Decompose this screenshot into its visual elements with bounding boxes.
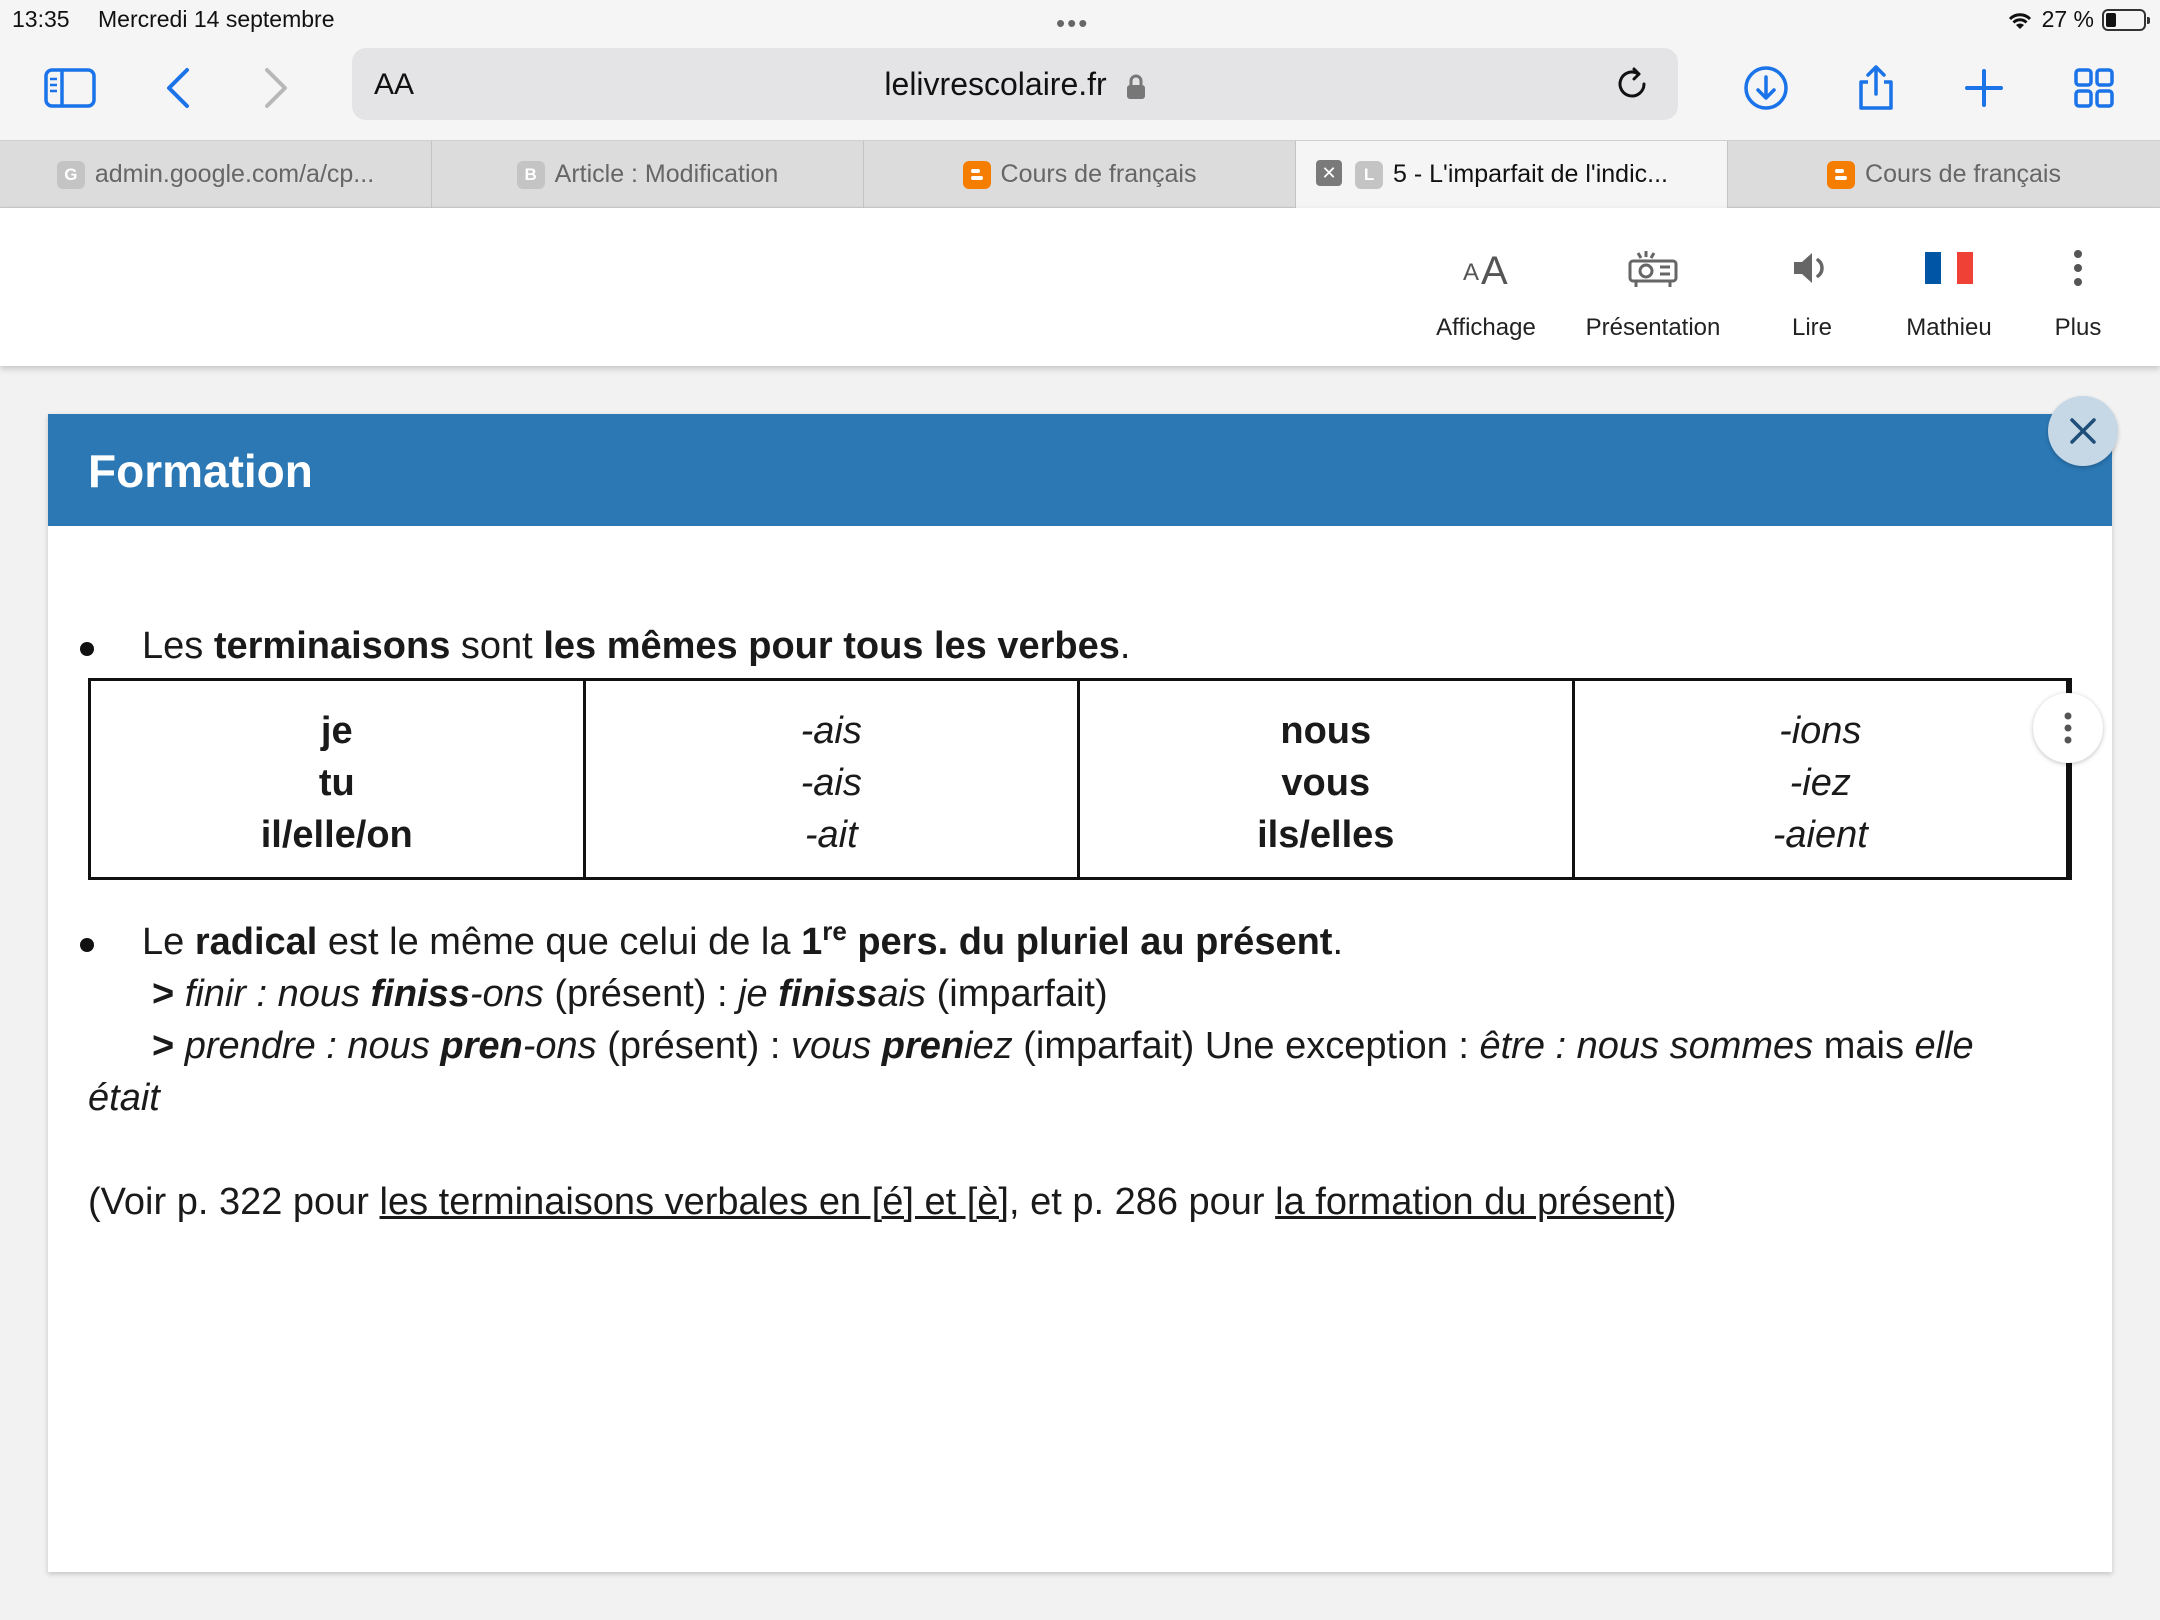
table-cell: tu <box>318 762 355 804</box>
svg-text:A: A <box>1481 249 1508 290</box>
tab-favicon: G <box>57 161 85 189</box>
table-cell: -iez <box>1789 762 1851 804</box>
tab-admin-google[interactable] <box>0 141 432 208</box>
blogger-icon <box>1827 161 1855 189</box>
forward-icon[interactable] <box>246 58 306 118</box>
text-bold-italic: pren <box>881 1025 965 1067</box>
superscript: re <box>822 916 847 946</box>
more-vertical-icon <box>2052 238 2104 298</box>
lire-button[interactable] <box>1780 238 1844 342</box>
text-italic: vous <box>790 1025 882 1067</box>
close-card-button[interactable] <box>2048 396 2118 466</box>
link-formation-du-present[interactable]: la formation du présent <box>1275 1181 1664 1223</box>
text: . <box>1119 625 1131 667</box>
status-bar <box>0 0 2160 40</box>
downloads-icon[interactable] <box>1736 58 1796 118</box>
text-italic: prendre : nous <box>174 1025 441 1067</box>
svg-text:A: A <box>1463 259 1480 286</box>
text: ) <box>1663 1181 1677 1223</box>
multitasking-dots[interactable]: ••• <box>1056 8 1090 38</box>
url-display[interactable] <box>352 66 1678 103</box>
tab-bar <box>0 140 2160 208</box>
tab-cours-de-francais[interactable] <box>864 141 1296 208</box>
reader-settings-button[interactable]: AA <box>374 68 415 101</box>
text: (Voir p. 322 pour <box>88 1181 380 1223</box>
speaker-icon <box>1780 238 1844 298</box>
text-italic: finir : nous <box>174 973 371 1015</box>
conjugation-table <box>88 678 2072 880</box>
pronoun-column-singular <box>91 681 586 877</box>
ending-column-singular <box>586 681 1081 877</box>
lock-icon <box>1126 74 1146 100</box>
tab-label: 5 - L'imparfait de l'indic... <box>1393 160 1668 188</box>
text: (présent) : <box>596 1025 791 1067</box>
table-cell: vous <box>1281 762 1371 804</box>
table-cell: -ais <box>800 710 862 752</box>
tab-cours-de-francais-2[interactable] <box>1728 141 2160 208</box>
card-title: Formation <box>88 445 313 497</box>
text-bold: radical <box>194 921 318 963</box>
text-bold-italic: pren <box>440 1025 523 1067</box>
share-icon[interactable] <box>1846 58 1906 118</box>
text-italic: être : nous sommes <box>1479 1025 1814 1067</box>
example-prendre <box>152 1020 1974 1072</box>
tab-label: admin.google.com/a/cp... <box>94 160 375 188</box>
status-right <box>2006 6 2146 33</box>
close-tab-icon[interactable]: ✕ <box>1316 160 1342 186</box>
bullet-radical <box>72 916 2092 968</box>
text-bold: terminaisons <box>213 625 451 667</box>
card-body <box>48 526 2112 1572</box>
language-button[interactable] <box>1894 238 2004 342</box>
reader-item-label: Affichage <box>1436 314 1536 341</box>
reader-item-label: Lire <box>1791 314 1833 341</box>
projector-icon <box>1574 238 1732 298</box>
status-time: 13:35 <box>12 6 70 32</box>
reader-item-label: Mathieu <box>1906 314 1992 341</box>
text: (imparfait) <box>926 973 1108 1015</box>
text: (imparfait) Une exception : <box>1012 1025 1480 1067</box>
sidebar-toggle-icon[interactable] <box>40 58 100 118</box>
reload-icon[interactable] <box>1614 66 1650 102</box>
back-icon[interactable] <box>148 58 208 118</box>
status-date: Mercredi 14 septembre <box>98 6 335 32</box>
reader-item-label: Présentation <box>1585 314 1721 341</box>
text: est le même que celui de la <box>317 921 802 963</box>
text: , et p. 286 pour <box>1008 1181 1276 1223</box>
bullet-terminaisons <box>72 620 2092 672</box>
text-italic: ais <box>877 973 927 1015</box>
table-cell: -ions <box>1779 710 1862 752</box>
text-bold: pers. du pluriel au présent <box>846 921 1333 963</box>
text: . <box>1332 921 1344 963</box>
formation-card <box>48 414 2112 1572</box>
text: Les <box>142 625 214 667</box>
text-italic: elle <box>1914 1025 1974 1067</box>
table-cell: il/elle/on <box>260 814 413 856</box>
text-italic: était <box>88 1077 160 1119</box>
battery-percent: 27 % <box>2041 6 2094 32</box>
plus-button[interactable] <box>2052 238 2104 342</box>
tab-imparfait-active[interactable] <box>1296 141 1728 208</box>
tab-label: Cours de français <box>1865 160 2061 188</box>
tab-label: Cours de français <box>1000 160 1197 188</box>
text-italic: je <box>738 973 779 1015</box>
new-tab-icon[interactable] <box>1954 58 2014 118</box>
table-cell: -ais <box>800 762 862 804</box>
table-cell: -ait <box>804 814 858 856</box>
table-options-button[interactable] <box>2033 693 2103 763</box>
text: sont <box>450 625 544 667</box>
text: (présent) : <box>543 973 739 1015</box>
reader-toolbar <box>0 208 2160 366</box>
tab-overview-icon[interactable] <box>2064 58 2124 118</box>
affichage-button[interactable] <box>1428 238 1544 342</box>
battery-icon <box>2102 9 2146 31</box>
table-cell: -aient <box>1772 814 1868 856</box>
url-text: lelivrescolaire.fr <box>884 66 1107 102</box>
card-header <box>48 414 2112 526</box>
example-prendre-continued <box>88 1072 160 1124</box>
french-flag-icon <box>1894 238 2004 298</box>
table-cell: nous <box>1280 710 1372 752</box>
text-bold: 1 <box>801 921 823 963</box>
tab-label: Article : Modification <box>554 160 779 188</box>
wifi-icon <box>2006 9 2034 31</box>
tab-article-modification[interactable] <box>432 141 864 208</box>
browser-toolbar <box>0 40 2160 140</box>
table-cell: je <box>320 710 353 752</box>
example-finir <box>152 968 1108 1020</box>
text: Le <box>142 921 195 963</box>
text-italic: iez <box>964 1025 1013 1067</box>
text-bold-italic: finiss <box>778 973 878 1015</box>
tab-favicon: L <box>1355 161 1383 189</box>
text: mais <box>1813 1025 1915 1067</box>
ending-column-plural <box>1575 681 2070 877</box>
close-icon <box>2068 416 2098 446</box>
text-italic: -ons <box>469 973 544 1015</box>
text-size-icon <box>1428 238 1544 298</box>
address-bar[interactable] <box>352 48 1678 120</box>
text-bold-italic: finiss <box>370 973 470 1015</box>
more-vertical-icon <box>2063 711 2073 745</box>
arrow: > <box>152 1025 175 1067</box>
reader-item-label: Plus <box>2054 314 2102 341</box>
pronoun-column-plural <box>1080 681 1575 877</box>
reference-line <box>88 1176 1676 1228</box>
arrow: > <box>152 973 175 1015</box>
text-bold: les mêmes pour tous les verbes <box>543 625 1120 667</box>
text-italic: -ons <box>522 1025 597 1067</box>
tab-favicon: B <box>517 161 545 189</box>
table-cell: ils/elles <box>1257 814 1395 856</box>
blogger-icon <box>963 161 991 189</box>
link-terminaisons-verbales[interactable]: les terminaisons verbales en [é] et [è] <box>379 1181 1009 1223</box>
presentation-button[interactable] <box>1574 238 1732 342</box>
